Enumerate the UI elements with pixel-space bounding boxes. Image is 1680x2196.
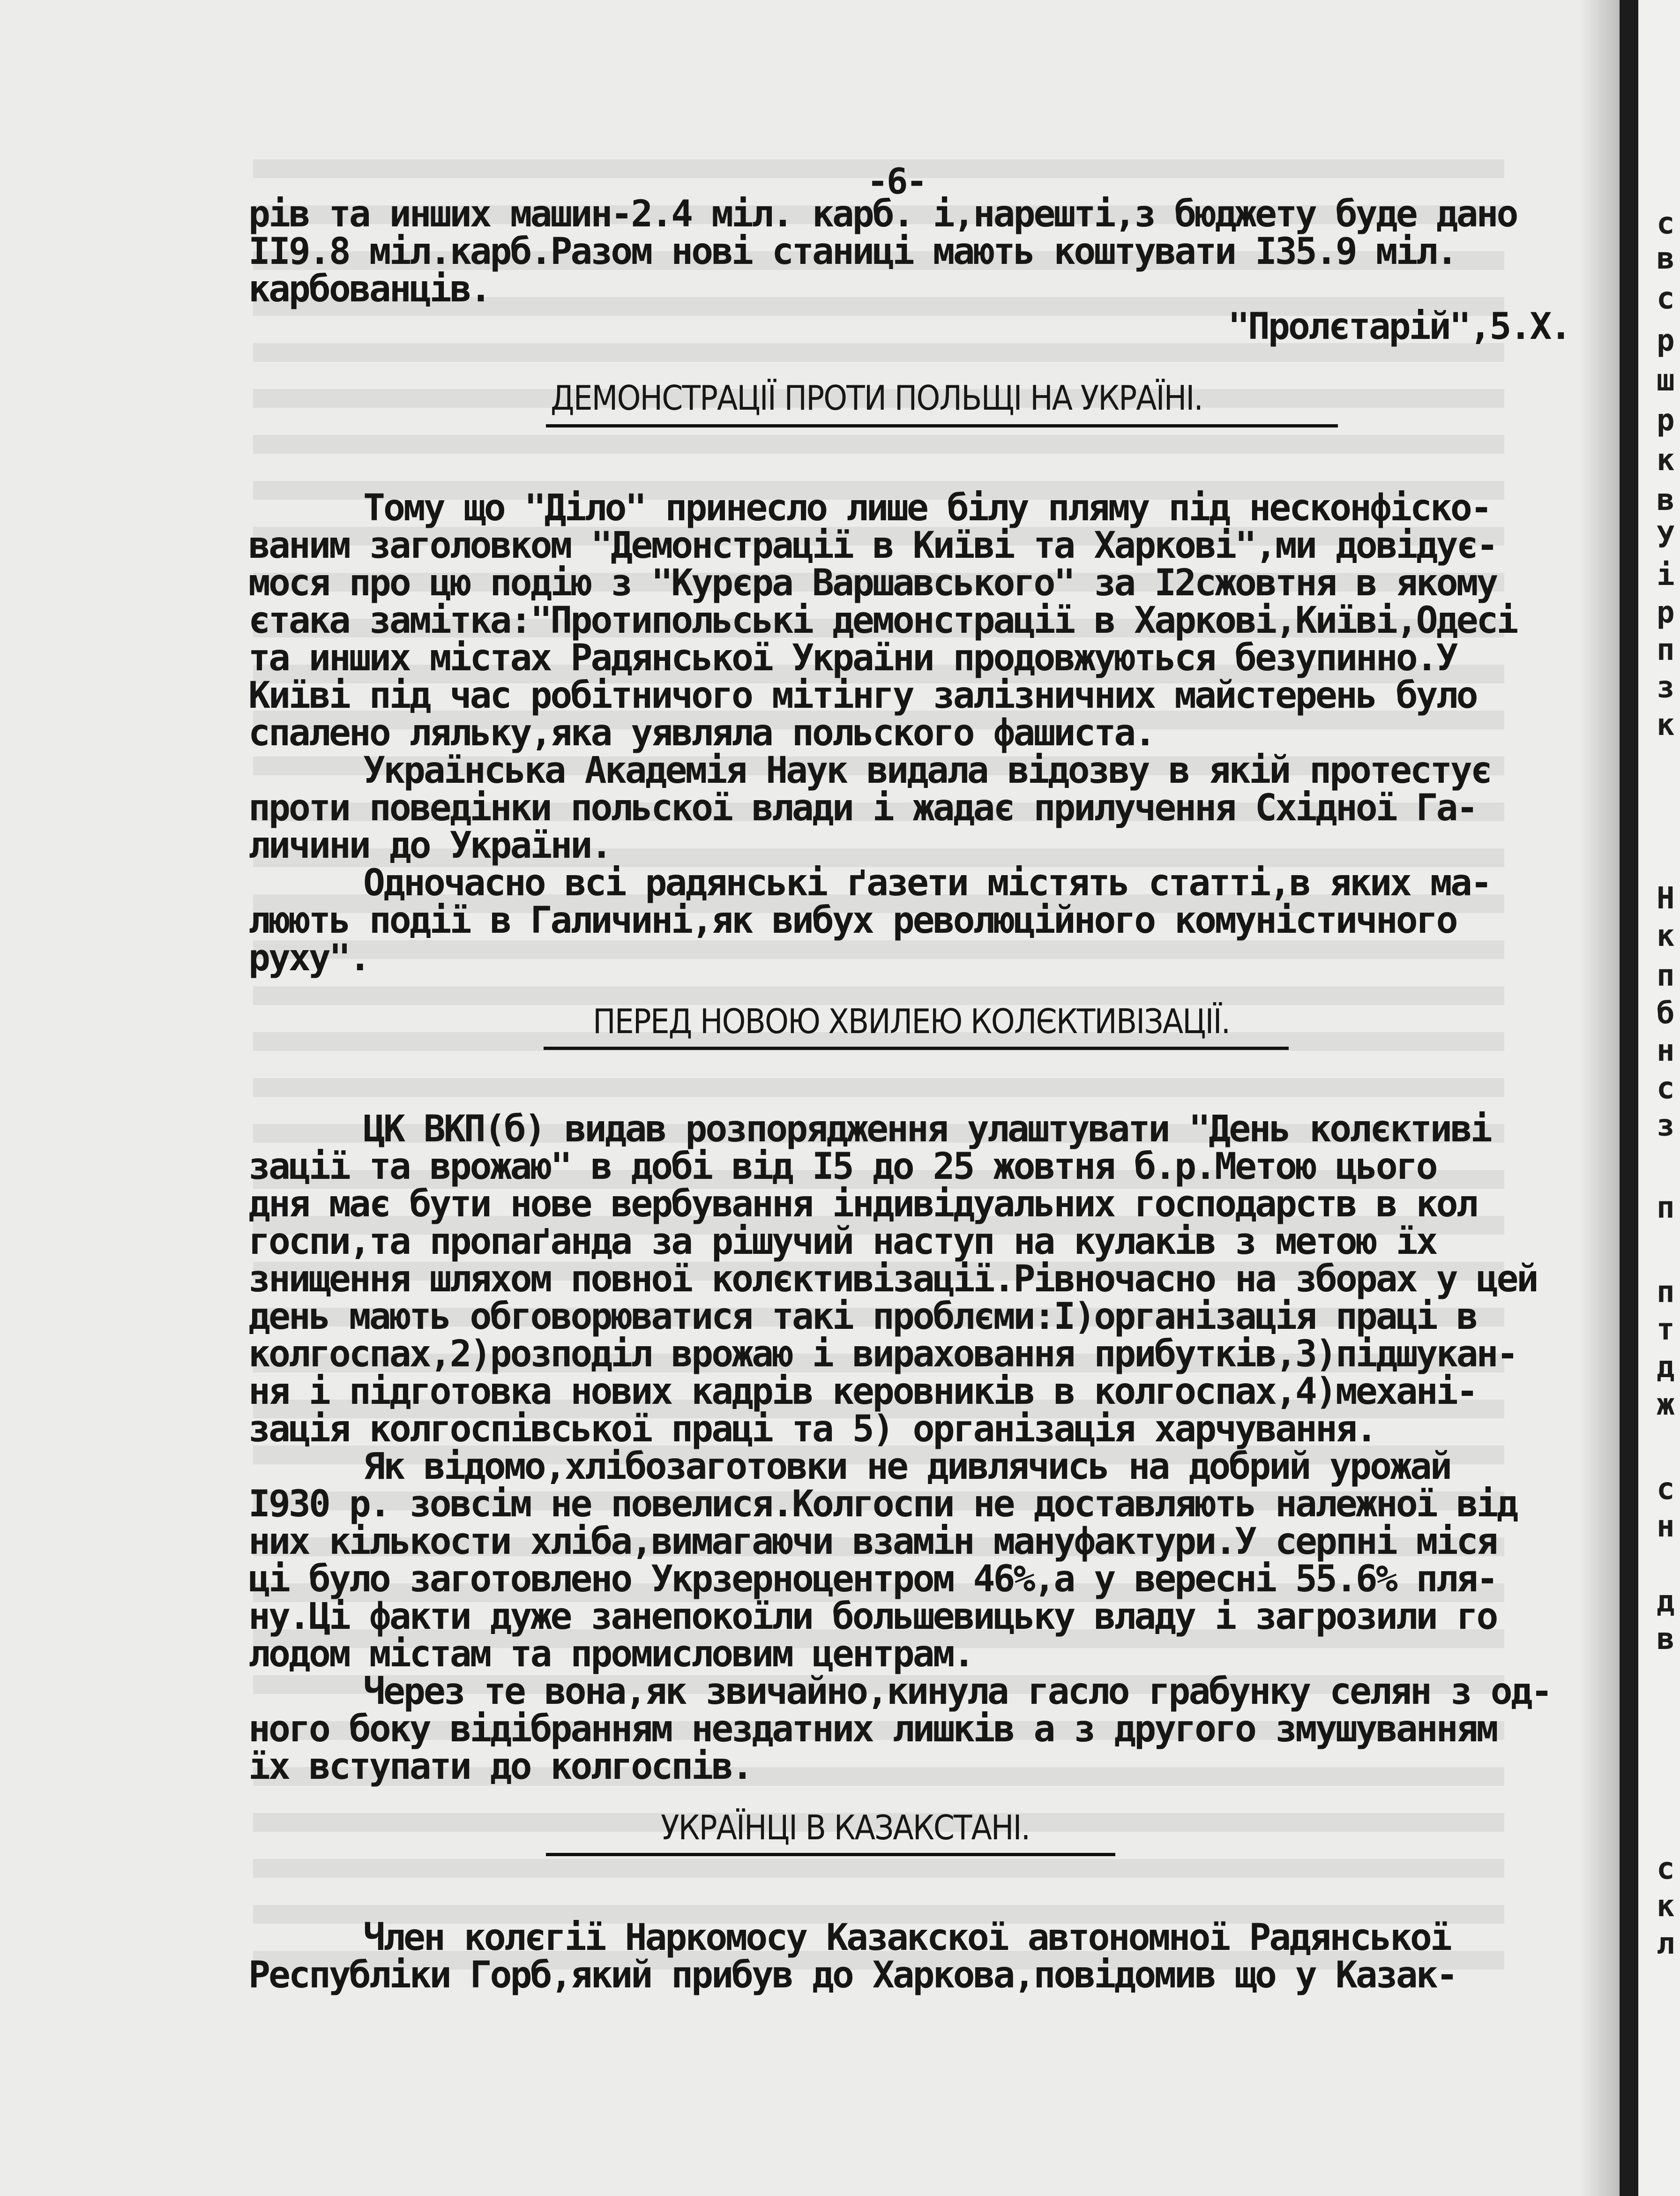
edge-letter: п <box>1657 1191 1675 1225</box>
body-line: госпи,та пропаґанда за рішучий наступ на кулаків з метою їх <box>248 1221 1436 1263</box>
edge-letter: д <box>1657 1584 1675 1619</box>
body-line: ного боку відібранням нездатних лишків а з другого змушуванням <box>248 1708 1497 1750</box>
section-title: ДЕМОНСТРАЦІЇ ПРОТИ ПОЛЬЩІ НА УКРАЇНІ. <box>551 378 1202 418</box>
edge-letter: р <box>1657 323 1675 358</box>
edge-letter: р <box>1657 595 1675 630</box>
body-line: знищення шляхом повної колєктивізації.Рівночасно на зборах у цей <box>248 1258 1537 1300</box>
edge-letter: п <box>1657 633 1675 667</box>
edge-letter: л <box>1657 1926 1675 1961</box>
edge-letter: в <box>1657 483 1675 517</box>
body-line: зація колгоспівської праці та 5) організація харчування. <box>248 1408 1376 1450</box>
edge-letter: к <box>1657 708 1675 742</box>
body-line: зації та врожаю" в добі від І5 до 25 жовтня б.р.Метою цього <box>248 1146 1436 1188</box>
edge-letter: с <box>1657 1472 1675 1506</box>
edge-letter: п <box>1657 1275 1675 1310</box>
edge-letter: с <box>1657 1851 1675 1886</box>
body-line: Одночасно всі радянські ґазети містять статті,в яких ма- <box>363 862 1491 904</box>
body-line: ня і підготовка нових кадрів керовників в колгоспах,4)механі- <box>248 1371 1477 1413</box>
edge-letter: в <box>1657 1622 1675 1656</box>
body-line: Як відомо,хлібозаготовки не дивлячись на добрий урожай <box>363 1446 1450 1488</box>
page-number: -6- <box>867 160 926 202</box>
edge-letter: б <box>1657 996 1675 1031</box>
body-line: спалено ляльку,яка уявляла польского фашиста. <box>248 712 1155 754</box>
edge-letter: к <box>1657 443 1675 478</box>
edge-letter: ж <box>1657 1387 1675 1422</box>
edge-letter: і <box>1657 558 1675 592</box>
source-citation: "Пролєтарій",5.Х. <box>1228 306 1570 348</box>
body-line: Українська Академія Наук видала відозву в якій протестує <box>363 749 1491 792</box>
body-line: ну.Ці факти дуже занепокоїли большевицьку владу і загрозили го <box>248 1596 1497 1638</box>
body-line: Тому що "Діло" принесло лише білу пляму під несконфіско- <box>363 487 1491 529</box>
body-line: ЦК ВКП(б) видав розпорядження улаштувати "День колєктиві <box>363 1108 1491 1150</box>
body-line: карбованців. <box>248 268 490 310</box>
body-line: дня має бути нове вербування індивідуальних господарств в кол <box>248 1183 1477 1225</box>
body-line: день мають обговорюватися такі проблєми:І)організація праці в <box>248 1296 1477 1338</box>
body-line: єтака замітка:"Протипольські демонстрації в Харкові,Київі,Одесі <box>248 600 1517 642</box>
body-line: ці було заготовлено Укрзерноцентром 46%,а у вересні 55.6% пля- <box>248 1558 1497 1600</box>
title-underline <box>544 1047 1289 1050</box>
edge-letter: с <box>1657 281 1675 316</box>
edge-letter: с <box>1657 206 1675 241</box>
body-line: ІІ9.8 міл.карб.Разом нові станиці мають коштувати І35.9 міл. <box>248 231 1456 273</box>
body-line: та инших містах Радянської України продовжуються безупинно.У <box>248 637 1456 679</box>
edge-letter: д <box>1657 1350 1675 1385</box>
title-underline <box>546 424 1338 427</box>
body-line: личини до України. <box>248 824 611 867</box>
body-line: руху". <box>248 937 369 979</box>
edge-letter: в <box>1657 241 1675 276</box>
title-underline <box>546 1853 1115 1856</box>
edge-letter: н <box>1657 1509 1675 1544</box>
body-line: колгоспах,2)розподіл врожаю і вираховання прибутків,3)підшукан- <box>248 1333 1517 1375</box>
body-line: І930 р. зовсім не повелися.Колгоспи не доставляють належної від <box>248 1483 1517 1525</box>
body-line: проти поведінки польскої влади і жадає прилучення Східної Га- <box>248 787 1477 829</box>
body-line: Через те вона,як звичайно,кинула гасло грабунку селян з од- <box>363 1671 1551 1713</box>
body-line: ваним заголовком "Демонстрації в Київі та Харкові",ми довідує- <box>248 525 1497 567</box>
body-line: люють події в Галичині,як вибух революційного комуністичного <box>248 899 1456 942</box>
section-title: ПЕРЕД НОВОЮ ХВИЛЕЮ КОЛЄКТИВІЗАЦІЇ. <box>593 1002 1230 1041</box>
section-title: УКРАЇНЦІ В КАЗАКСТАНІ. <box>661 1808 1030 1847</box>
body-line: Київі під час робітничого мітінгу залізничних майстерень було <box>248 675 1477 717</box>
edge-letter: Н <box>1657 881 1675 916</box>
edge-letter: н <box>1657 1034 1675 1068</box>
body-line: них кількости хліба,вимагаючи взамін мануфактури.У серпні міся <box>248 1521 1497 1563</box>
edge-letter: с <box>1657 1071 1675 1106</box>
edge-letter: з <box>1657 1109 1675 1143</box>
body-line: їх вступати до колгоспів. <box>248 1746 752 1788</box>
body-line: рів та инших машин-2.4 міл. карб. і,нарешті,з бюджету буде дано <box>248 193 1517 235</box>
edge-letter: т <box>1657 1312 1675 1347</box>
body-line: лодом містам та промисловим центрам. <box>248 1633 973 1675</box>
page-edge-shadow <box>1579 0 1617 2196</box>
edge-letter: У <box>1657 520 1675 555</box>
edge-letter: к <box>1657 1889 1675 1924</box>
body-line: Член колєгії Наркомосу Казакскої автономної Радянської <box>363 1917 1450 1959</box>
edge-letter: п <box>1657 959 1675 993</box>
edge-letter: ш <box>1657 363 1675 398</box>
body-line: мося про цю подію з "Курєра Варшавського" за І2сжовтня в якому <box>248 562 1497 604</box>
edge-letter: к <box>1657 919 1675 953</box>
body-line: Республіки Горб,який прибув до Харкова,повідомив що у Казак- <box>248 1954 1456 1996</box>
binding-gutter <box>1620 0 1638 2196</box>
edge-letter: р <box>1657 403 1675 438</box>
edge-letter: з <box>1657 670 1675 705</box>
